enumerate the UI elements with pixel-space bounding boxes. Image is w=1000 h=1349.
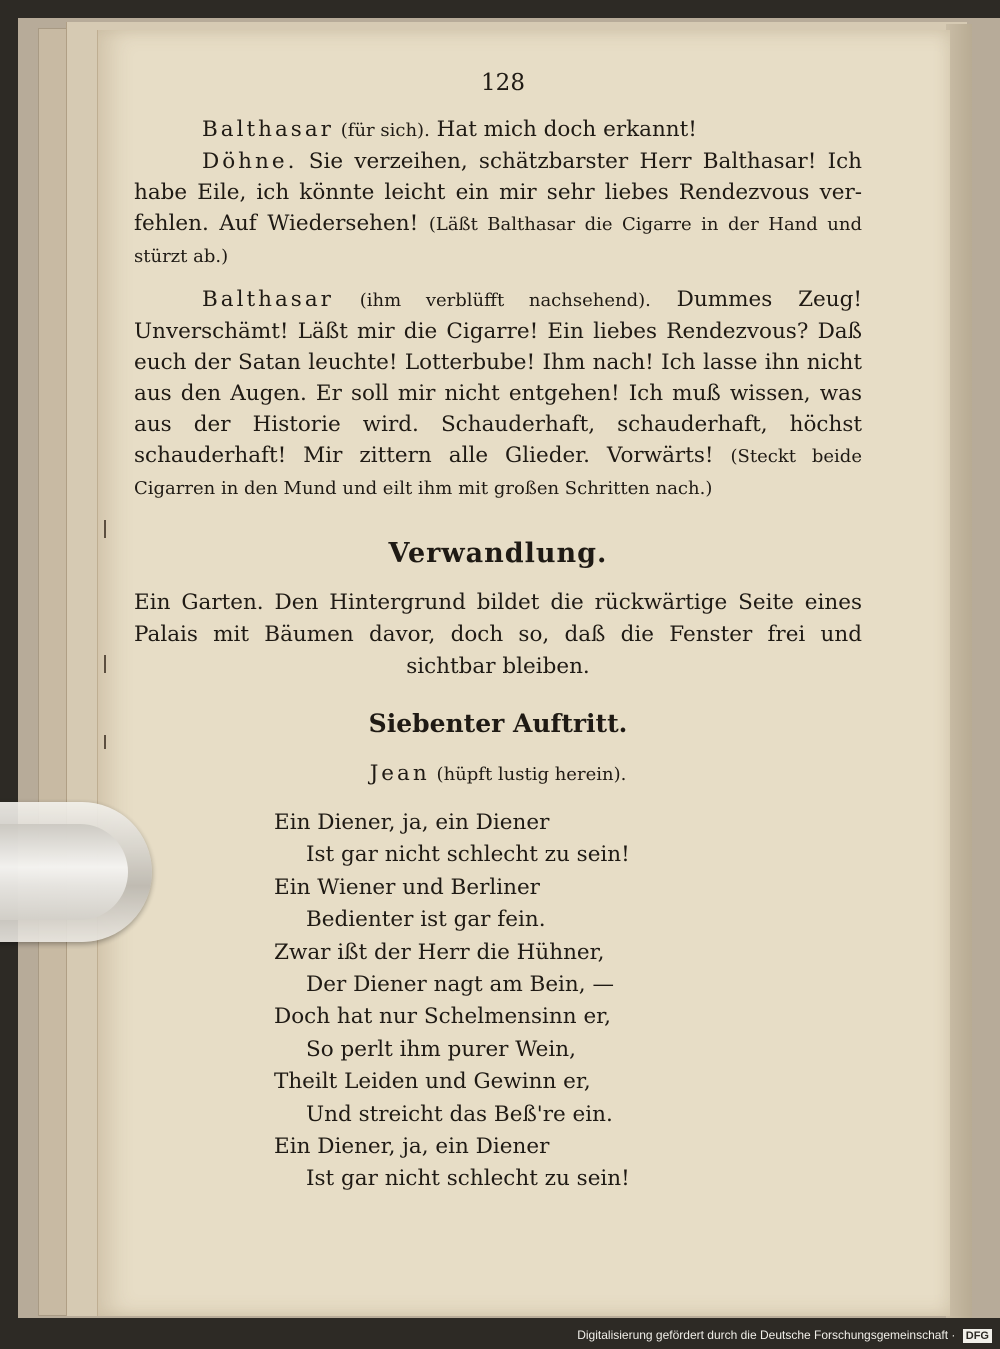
section-heading: Verwandlung. <box>388 538 608 569</box>
speaker-name: Döhne. <box>202 149 298 174</box>
digitization-credit <box>577 1328 992 1343</box>
speaker-name: Jean <box>369 761 430 786</box>
margin-mark <box>104 655 106 673</box>
dialogue-text: Hat mich doch erkannt! <box>436 117 697 142</box>
page-clip-highlight <box>0 824 128 920</box>
verse-line: So perlt ihm purer Wein, <box>306 1036 576 1062</box>
verse-line: Ein Wiener und Berliner <box>274 874 540 900</box>
stage-direction: (Steckt beide Cigarren in den Mund und eilt ihm mit großen Schritten nach.) <box>134 446 862 499</box>
scene-heading: Siebenter Auftritt. <box>368 709 628 738</box>
verse-line: Bedienter ist gar fein. <box>306 907 546 933</box>
verse-line: Ein Diener, ja, ein Diener <box>274 810 550 835</box>
verse-line: Und streicht das Beß're ein. <box>306 1101 613 1127</box>
stage-direction: (für sich). <box>340 120 430 141</box>
margin-mark <box>104 520 106 538</box>
song-verse <box>134 807 862 1196</box>
verse-line: Ein Diener, ja, ein Diener <box>274 1134 550 1160</box>
credit-text: Digitalisierung gefördert durch die Deutsche Forschungsgemeinschaft · <box>577 1328 956 1342</box>
verse-line: Theilt Leiden und Gewinn er, <box>274 1069 591 1095</box>
dialogue-text: Sie verzeihen, schätzbarster Herr Balthasar! Ich habe Eile, ich könnte leicht ein mir sehr liebes Rendezvous ver-fehlen. Auf Wiedersehen! <box>134 149 862 236</box>
verse-line: Der Diener nagt am Bein, — <box>306 972 614 998</box>
entrance-line <box>134 758 862 791</box>
page-number: 128 <box>481 70 525 96</box>
dialogue-text: Dummes Zeug! Unverschämt! Läßt mir die Cigarre! Ein liebes Rendezvous? Daß euch der Satan leuchte! Lotterbube! Ihm nach! Ich lasse ihn nicht aus den Augen. Er soll mir nicht entgehen! Ich muß wissen, was aus der Historie wird. Schauderhaft, schauderhaft, höchst schauderhaft! Mir zittern alle Glieder. Vorwärts! <box>134 287 862 468</box>
dialogue-paragraph <box>134 146 862 272</box>
stage-direction: (Läßt Balthasar die Cigarre in der Hand und stürzt ab.) <box>134 214 862 267</box>
dialogue-paragraph <box>134 284 862 504</box>
page-text <box>134 70 862 1196</box>
scene-description: Ein Garten. Den Hintergrund bildet die rückwärtige Seite eines Palais mit Bäumen davor, doch so, daß die Fenster frei und sichtbar bleiben. <box>134 590 862 679</box>
verse-line: Ist gar nicht schlecht zu sein! <box>306 842 630 868</box>
dfg-logo: DFG <box>963 1329 992 1343</box>
verse-line: Ist gar nicht schlecht zu sein! <box>306 1166 630 1192</box>
speaker-name: Balthasar <box>202 287 334 312</box>
margin-mark <box>104 735 106 749</box>
stage-direction: (hüpft lustig herein). <box>436 764 627 785</box>
stage-direction: (ihm verblüfft nachsehend). <box>359 290 651 311</box>
speaker-name: Balthasar <box>202 117 334 142</box>
verse-line: Zwar ißt der Herr die Hühner, <box>274 939 605 965</box>
verse-line: Doch hat nur Schelmensinn er, <box>274 1004 611 1030</box>
dialogue-paragraph <box>134 114 862 146</box>
